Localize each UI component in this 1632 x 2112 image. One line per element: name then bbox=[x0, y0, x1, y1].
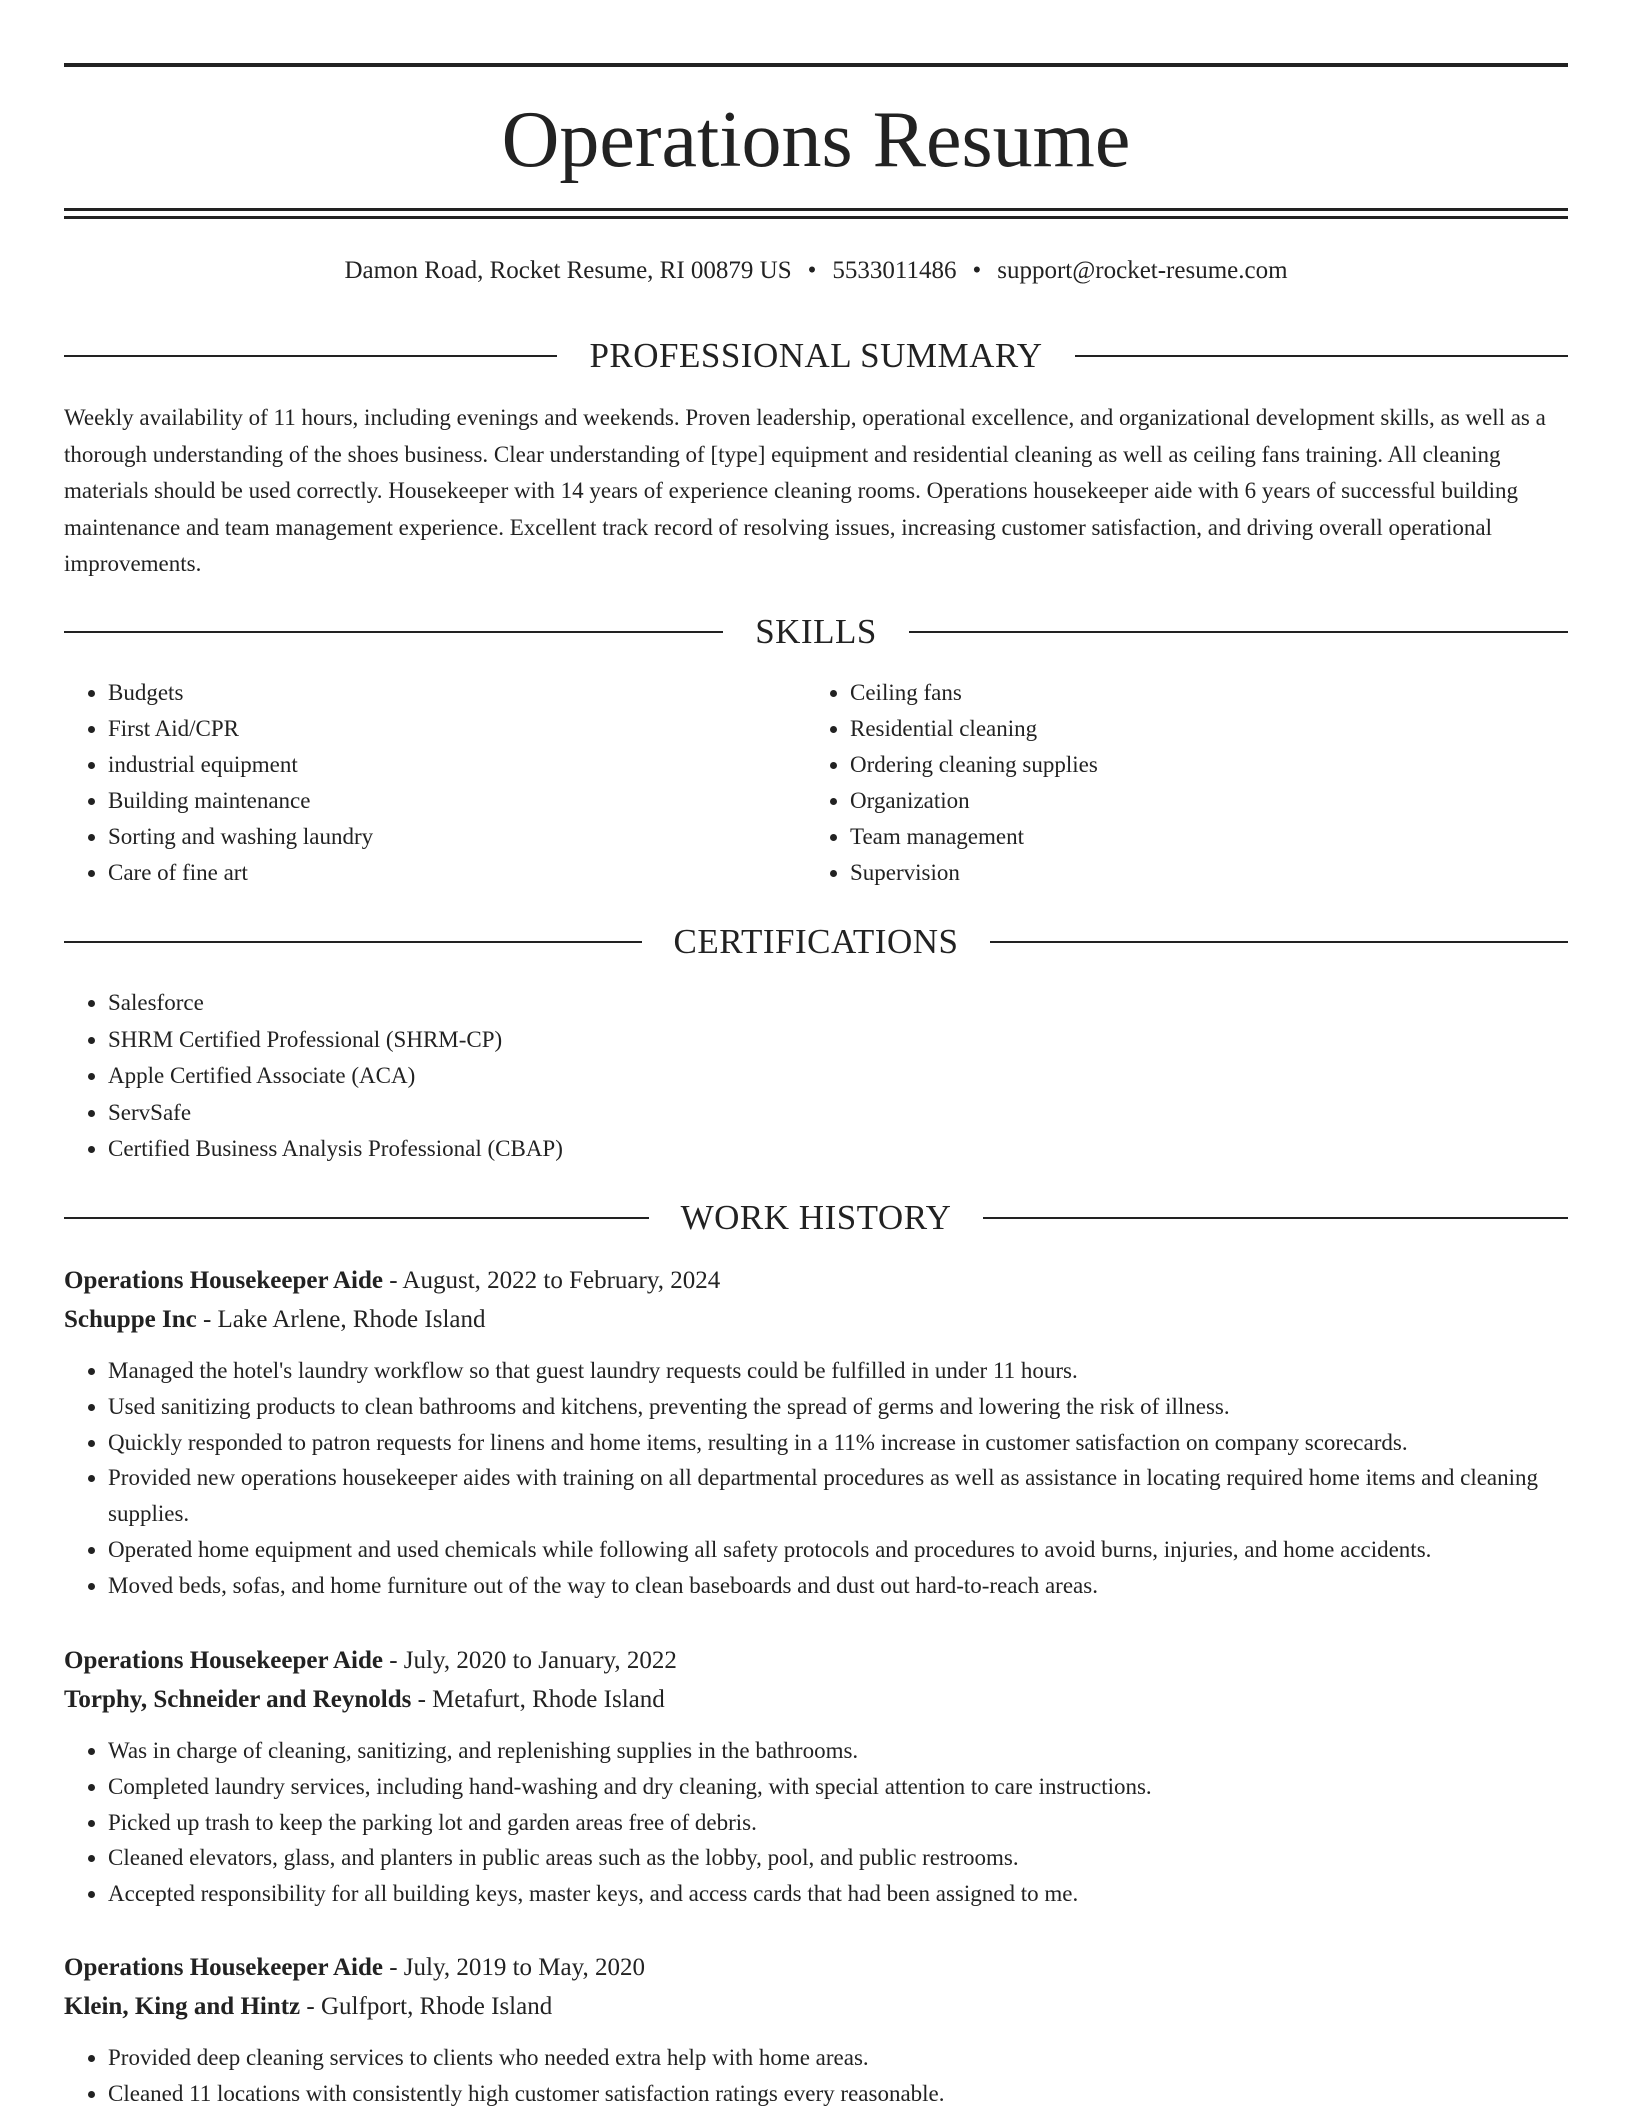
job-entry bbox=[64, 1948, 1568, 2112]
job-company-line bbox=[64, 1680, 1568, 1719]
skill-item: • Sorting and washing laundry bbox=[108, 819, 764, 855]
contact-separator: • bbox=[807, 257, 817, 284]
skills-list bbox=[64, 675, 764, 891]
certifications-heading-label: CERTIFICATIONS bbox=[673, 922, 959, 961]
job-title: Operations Housekeeper Aide bbox=[64, 1647, 383, 1674]
summary-section-heading bbox=[64, 334, 1568, 378]
job-bullet: • Operated home equipment and used chemicals while following all safety protocols and procedures to avoid burns, injuries, and home accidents. bbox=[108, 1532, 1568, 1568]
certifications-section-heading bbox=[64, 920, 1568, 964]
skill-item: • Ceiling fans bbox=[850, 675, 1506, 711]
certifications-list bbox=[64, 985, 1064, 1168]
certification-item: • ServSafe bbox=[108, 1095, 1064, 1132]
job-bullet: • Managed the hotel's laundry workflow so that guest laundry requests could be fulfilled in under 11 hours. bbox=[108, 1353, 1568, 1389]
job-bullet: • Quickly responded to patron requests for linens and home items, resulting in a 11% increase in customer satisfaction on company scorecards. bbox=[108, 1425, 1568, 1461]
job-bullet: • Picked up trash to keep the parking lot and garden areas free of debris. bbox=[108, 1805, 1568, 1841]
certifications-block bbox=[64, 985, 1064, 1168]
skill-item: • Ordering cleaning supplies bbox=[850, 747, 1506, 783]
job-title: Operations Housekeeper Aide bbox=[64, 1267, 383, 1294]
job-bullet: • Accepted responsibility for all building keys, master keys, and access cards that had been assigned to me. bbox=[108, 1876, 1568, 1912]
job-bullet: • Completed laundry services, including hand-washing and dry cleaning, with special attention to care instructions. bbox=[108, 1769, 1568, 1805]
certification-item: • Salesforce bbox=[108, 985, 1064, 1022]
skills-left-column bbox=[64, 675, 764, 891]
job-bullet: • Moved beds, sofas, and home furniture out of the way to clean baseboards and dust out hard-to-reach areas. bbox=[108, 1568, 1568, 1604]
resume-title: Operations Resume bbox=[501, 96, 1131, 184]
job-company-line bbox=[64, 1987, 1568, 2026]
skills-section-heading bbox=[64, 610, 1568, 654]
certification-item: • SHRM Certified Professional (SHRM-CP) bbox=[108, 1022, 1064, 1059]
divider-line bbox=[1075, 355, 1568, 357]
contact-separator: • bbox=[972, 257, 982, 284]
skill-item: • industrial equipment bbox=[108, 747, 764, 783]
divider-line bbox=[64, 1217, 649, 1219]
contact-phone: 5533011486 bbox=[832, 257, 957, 284]
job-bullet: • Was in charge of cleaning, sanitizing, and replenishing supplies in the bathrooms. bbox=[108, 1733, 1568, 1769]
job-location: - Metafurt, Rhode Island bbox=[411, 1686, 665, 1713]
job-bullets bbox=[64, 1733, 1568, 1912]
skill-item: • Team management bbox=[850, 819, 1506, 855]
skill-item: • Budgets bbox=[108, 675, 764, 711]
skills-heading-label: SKILLS bbox=[755, 612, 877, 651]
certification-item: • Apple Certified Associate (ACA) bbox=[108, 1058, 1064, 1095]
job-company: Torphy, Schneider and Reynolds bbox=[64, 1686, 412, 1713]
certification-item: • Certified Business Analysis Professional (CBAP) bbox=[108, 1131, 1064, 1168]
job-bullet: • Used sanitizing products to clean bathrooms and kitchens, preventing the spread of germs and lowering the risk of illness. bbox=[108, 1389, 1568, 1425]
summary-text: Weekly availability of 11 hours, including evenings and weekends. Proven leadership, operational excellence, and organizational development skills, as well as a thorough understanding of the shoes business. Clear understanding of [type] equipment and residential cleaning as well as ceiling fans training. All cleaning materials should be used correctly. Housekeeper with 14 years of experience cleaning rooms. Operations housekeeper aide with 6 years of successful building maintenance and team management experience. Excellent track record of resolving issues, increasing customer satisfaction, and driving overall operational improvements. bbox=[64, 405, 1546, 576]
job-title-line bbox=[64, 1261, 1568, 1300]
job-company: Schuppe Inc bbox=[64, 1306, 197, 1333]
divider-line bbox=[64, 941, 642, 943]
header-bottom-rule bbox=[64, 208, 1568, 211]
contact-email: support@rocket-resume.com bbox=[997, 257, 1288, 284]
job-company-line bbox=[64, 1300, 1568, 1339]
work-history-section-heading bbox=[64, 1196, 1568, 1240]
contact-address: Damon Road, Rocket Resume, RI 00879 US bbox=[344, 257, 792, 284]
job-entry bbox=[64, 1261, 1568, 1604]
divider-line bbox=[64, 355, 557, 357]
job-company: Klein, King and Hintz bbox=[64, 1993, 301, 2020]
job-location: - Lake Arlene, Rhode Island bbox=[196, 1306, 486, 1333]
divider-line bbox=[983, 1217, 1568, 1219]
skills-right-column bbox=[806, 675, 1506, 891]
job-bullet: • Cleaned 11 locations with consistently high customer satisfaction ratings every reasonable. bbox=[108, 2076, 1568, 2112]
job-title-line bbox=[64, 1948, 1568, 1987]
job-bullets bbox=[64, 2040, 1568, 2112]
skill-item: • Residential cleaning bbox=[850, 711, 1506, 747]
job-dates: - July, 2020 to January, 2022 bbox=[382, 1647, 677, 1674]
skill-item: • Care of fine art bbox=[108, 855, 764, 891]
contact-line bbox=[64, 254, 1568, 288]
skill-item: • Supervision bbox=[850, 855, 1506, 891]
job-location: - Gulfport, Rhode Island bbox=[300, 1993, 553, 2020]
job-title: Operations Housekeeper Aide bbox=[64, 1954, 383, 1981]
job-title-line bbox=[64, 1641, 1568, 1680]
header-top-rule bbox=[64, 63, 1568, 67]
job-dates: - August, 2022 to February, 2024 bbox=[382, 1267, 721, 1294]
job-bullet: • Provided new operations housekeeper aides with training on all departmental procedures as well as assistance in locating required home items and cleaning supplies. bbox=[108, 1460, 1568, 1532]
job-bullet: • Provided deep cleaning services to clients who needed extra help with home areas. bbox=[108, 2040, 1568, 2076]
job-entry bbox=[64, 1641, 1568, 1912]
divider-line bbox=[909, 631, 1568, 633]
divider-line bbox=[64, 631, 723, 633]
header-bottom-rule-second bbox=[64, 216, 1568, 219]
job-bullet: • Cleaned elevators, glass, and planters in public areas such as the lobby, pool, and public restrooms. bbox=[108, 1840, 1568, 1876]
summary-heading-label: PROFESSIONAL SUMMARY bbox=[589, 336, 1043, 375]
skill-item: • Organization bbox=[850, 783, 1506, 819]
skills-list bbox=[806, 675, 1506, 891]
skill-item: • First Aid/CPR bbox=[108, 711, 764, 747]
divider-line bbox=[990, 941, 1568, 943]
job-dates: - July, 2019 to May, 2020 bbox=[382, 1954, 646, 1981]
job-bullets bbox=[64, 1353, 1568, 1604]
skill-item: • Building maintenance bbox=[108, 783, 764, 819]
work-history-heading-label: WORK HISTORY bbox=[680, 1198, 952, 1237]
